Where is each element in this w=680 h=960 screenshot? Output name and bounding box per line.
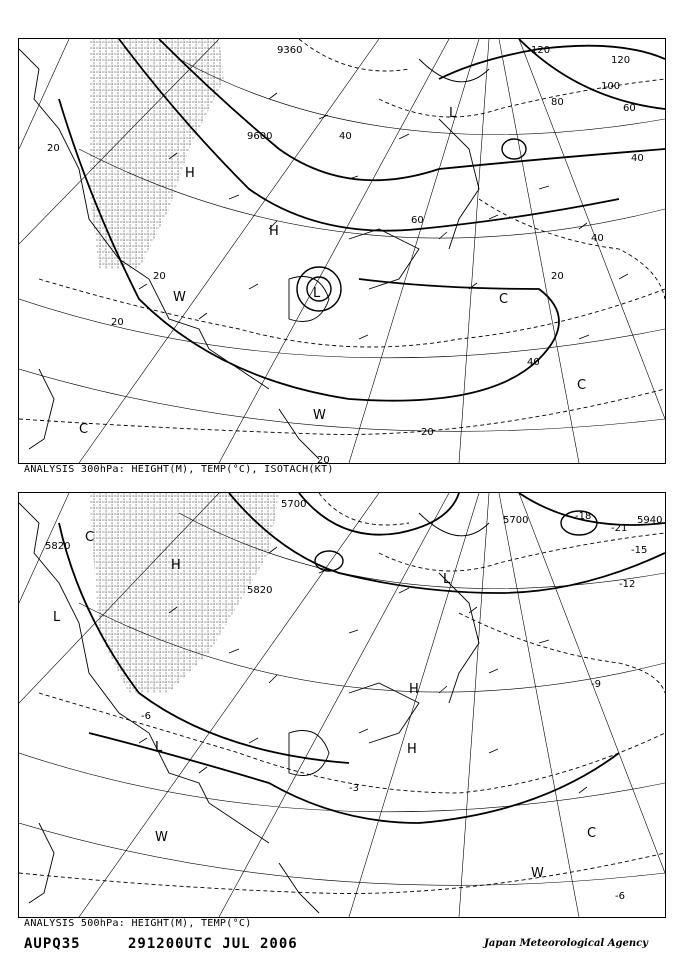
warm-marker: W <box>173 290 186 305</box>
temp-label: -9 <box>591 679 601 690</box>
cold-marker: C <box>79 422 89 437</box>
isotach-label: 60 <box>623 103 636 114</box>
valid-time: 291200UTC JUL 2006 <box>128 936 298 952</box>
high-marker: H <box>407 742 417 757</box>
low-marker: L <box>443 572 451 587</box>
station-plots <box>139 93 628 339</box>
closed-circulations <box>315 511 597 571</box>
high-marker: H <box>269 224 279 239</box>
height-label-5820: 5820 <box>247 585 273 596</box>
isotach-label: 60 <box>411 215 424 226</box>
agency-credit: Japan Meteorological Agency <box>484 938 648 949</box>
isotach-label: 120 <box>611 55 631 66</box>
high-marker: H <box>409 682 419 697</box>
height-label-5700: 5700 <box>281 499 307 510</box>
warm-marker: W <box>313 408 326 423</box>
height-label-5940: 5940 <box>637 515 663 526</box>
isotach-label: 80 <box>551 97 564 108</box>
height-label-9600: 9600 <box>247 131 273 142</box>
isotach-label: 40 <box>339 131 352 142</box>
lower-map <box>19 493 665 917</box>
isotach-label: 20 <box>47 143 60 154</box>
lower-panel-caption: ANALYSIS 500hPa: HEIGHT(M), TEMP(°C) <box>24 918 252 929</box>
chart-code: AUPQ35 <box>24 936 81 952</box>
high-marker: H <box>171 558 181 573</box>
height-label-9360: 9360 <box>277 45 303 56</box>
isotach-label: 40 <box>631 153 644 164</box>
isotach-label: 20 <box>421 427 434 438</box>
high-marker: H <box>185 166 195 181</box>
height-label-5700: 5700 <box>503 515 529 526</box>
temp-label: -6 <box>141 711 151 722</box>
low-marker: L <box>155 740 163 755</box>
temp-label: -21 <box>611 523 628 534</box>
warm-marker: W <box>155 830 168 845</box>
temp-label: -6 <box>615 891 625 902</box>
cold-marker: C <box>499 292 509 307</box>
upper-300hpa-chart <box>18 38 666 464</box>
isotach-label: 100 <box>601 81 621 92</box>
temp-label: -18 <box>575 511 592 522</box>
isotach-label: 40 <box>591 233 604 244</box>
upper-panel-caption: ANALYSIS 300hPa: HEIGHT(M), TEMP(°C), ISOTACH(KT) <box>24 464 334 475</box>
isotach-label: 40 <box>527 357 540 368</box>
isotach-label: 20 <box>111 317 124 328</box>
upper-map <box>19 39 665 463</box>
cold-marker: C <box>577 378 587 393</box>
warm-marker: W <box>531 866 544 881</box>
cold-marker: C <box>85 530 95 545</box>
temp-label: -15 <box>631 545 648 556</box>
temp-label: -12 <box>619 579 636 590</box>
low-marker: L <box>449 106 457 121</box>
cold-marker: C <box>587 826 597 841</box>
lower-500hpa-chart <box>18 492 666 918</box>
isotach-label: 20 <box>153 271 166 282</box>
isotach-label: 20 <box>551 271 564 282</box>
isotach-label: 20 <box>317 455 330 463</box>
temp-label: -3 <box>349 783 359 794</box>
isotach-label: 120 <box>531 45 551 56</box>
low-marker: L <box>313 286 321 301</box>
low-marker: L <box>53 610 61 625</box>
height-label-5820: 5820 <box>45 541 71 552</box>
